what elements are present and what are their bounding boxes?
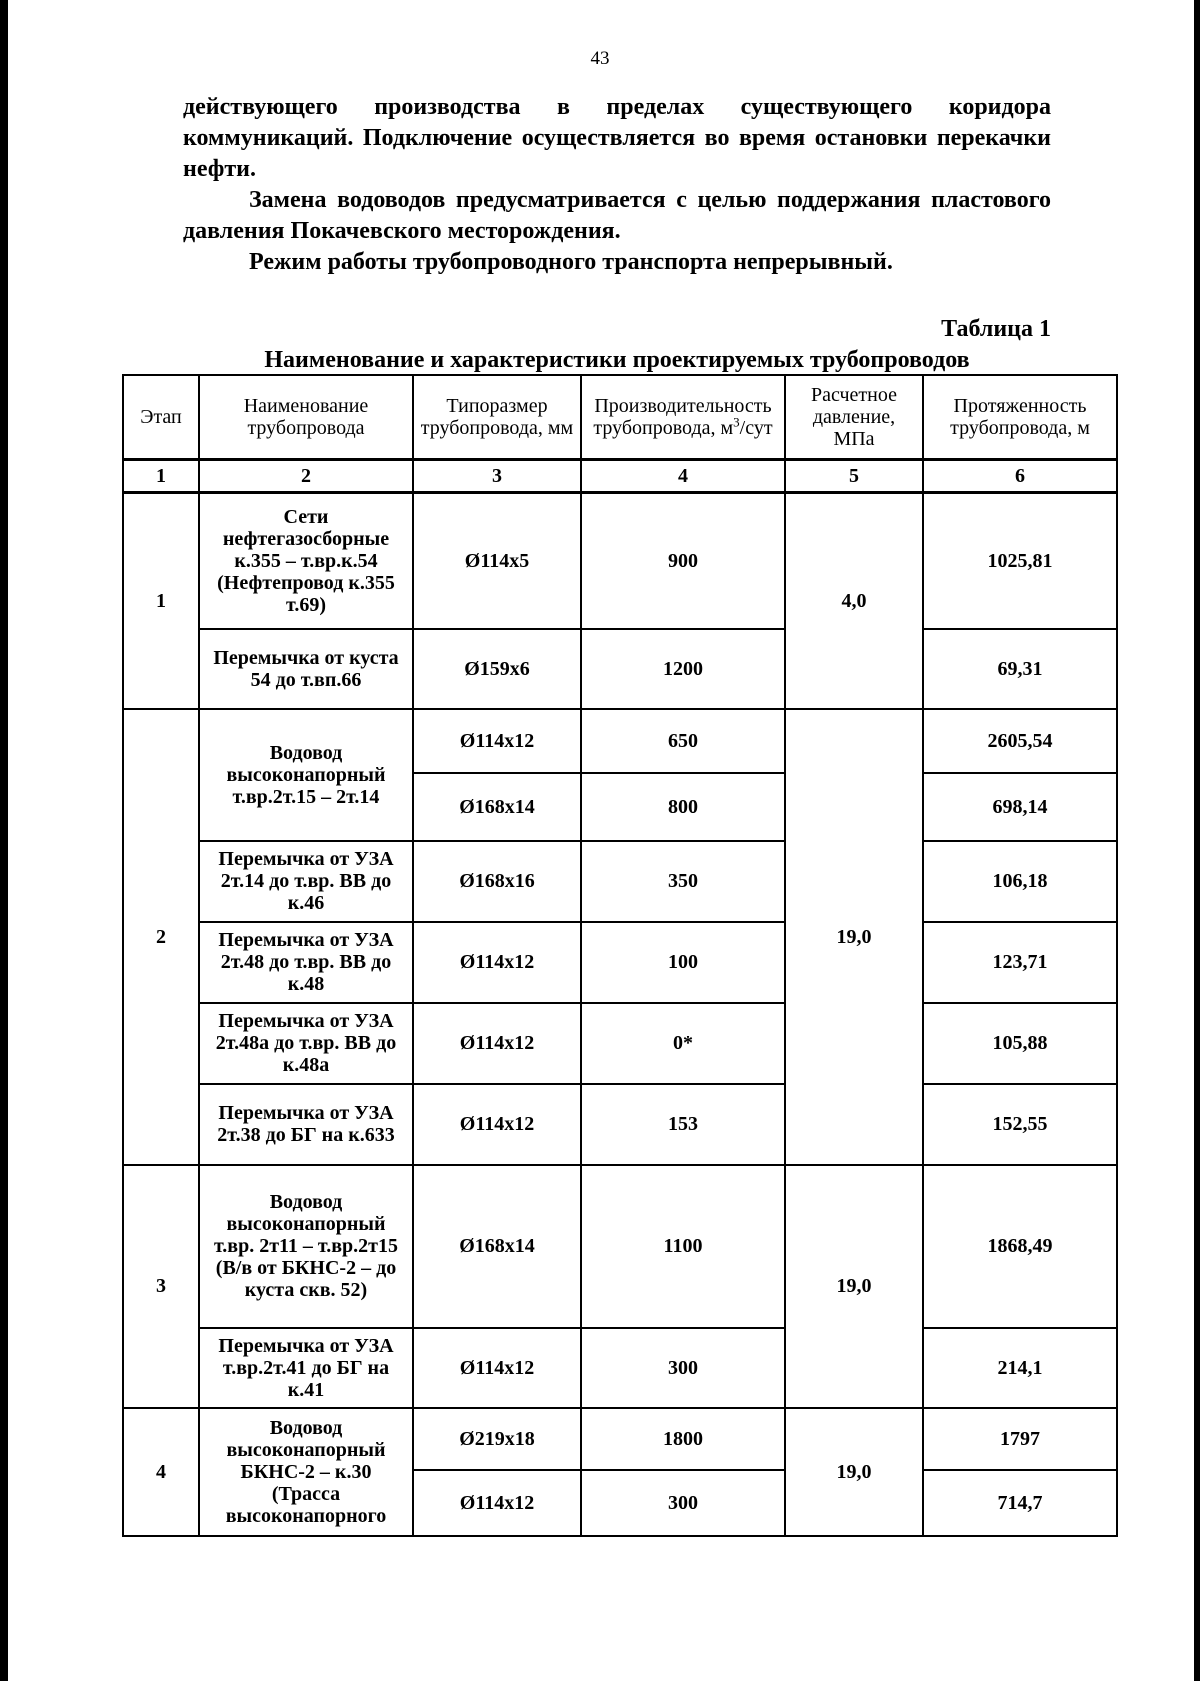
pipe-size: Ø114x12	[413, 922, 581, 1003]
header-size: Типоразмер трубопровода, мм	[413, 375, 581, 460]
capacity-value: 300	[581, 1470, 785, 1536]
pipeline-name: Перемычка от УЗА 2т.48 до т.вр. ВВ до к.48	[199, 922, 413, 1003]
length-value: 698,14	[923, 773, 1117, 841]
table-row	[123, 1084, 1117, 1165]
column-number-row	[123, 460, 1117, 493]
pressure-cell: 19,0	[785, 709, 923, 1165]
paragraph-2: Замена водоводов предусматривается с целью поддержания пластового давления Покачевского месторождения.	[183, 187, 1051, 244]
column-number: 4	[581, 460, 785, 493]
pipeline-name: Перемычка от УЗА 2т.38 до БГ на к.633	[199, 1084, 413, 1165]
scan-edge-right	[1194, 0, 1200, 1681]
pressure-cell: 4,0	[785, 493, 923, 709]
column-number: 2	[199, 460, 413, 493]
scan-edge-left	[0, 0, 8, 1681]
table-header-row	[123, 375, 1117, 460]
pipeline-name: Перемычка от УЗА т.вр.2т.41 до БГ на к.41	[199, 1328, 413, 1408]
paragraph-3: Режим работы трубопроводного транспорта непрерывный.	[249, 249, 893, 275]
pipe-size: Ø114x12	[413, 1328, 581, 1408]
table-caption: Наименование и характеристики проектируемых трубопроводов	[264, 347, 970, 373]
column-number: 3	[413, 460, 581, 493]
pipe-size: Ø114x12	[413, 1084, 581, 1165]
pipeline-name: Перемычка от куста 54 до т.вп.66	[199, 629, 413, 709]
capacity-value: 100	[581, 922, 785, 1003]
stage-cell: 3	[123, 1165, 199, 1408]
capacity-value: 1800	[581, 1408, 785, 1470]
length-value: 214,1	[923, 1328, 1117, 1408]
header-stage: Этап	[123, 375, 199, 460]
table-row	[123, 493, 1117, 629]
capacity-value: 1200	[581, 629, 785, 709]
header-pressure: Расчетное давление, МПа	[785, 375, 923, 460]
pressure-cell: 19,0	[785, 1408, 923, 1536]
pipeline-name: Водовод высоконапорный т.вр. 2т11 – т.вр.2т15 (В/в от БКНС-2 – до куста скв. 52)	[199, 1165, 413, 1328]
pipe-size: Ø114x12	[413, 709, 581, 773]
length-value: 714,7	[923, 1470, 1117, 1536]
pipeline-name: Сети нефтегазосборные к.355 – т.вр.к.54 (Нефтепровод к.355 т.69)	[199, 493, 413, 629]
pipe-size: Ø168x14	[413, 1165, 581, 1328]
header-name: Наименование трубопровода	[199, 375, 413, 460]
stage-cell: 2	[123, 709, 199, 1165]
length-value: 105,88	[923, 1003, 1117, 1084]
capacity-value: 350	[581, 841, 785, 922]
body-text	[183, 92, 1051, 278]
table-row	[123, 1003, 1117, 1084]
length-value: 69,31	[923, 629, 1117, 709]
table-row	[123, 841, 1117, 922]
table-row	[123, 709, 1117, 773]
pipeline-name: Перемычка от УЗА 2т.14 до т.вр. ВВ до к.46	[199, 841, 413, 922]
length-value: 1868,49	[923, 1165, 1117, 1328]
capacity-value: 153	[581, 1084, 785, 1165]
length-value: 2605,54	[923, 709, 1117, 773]
pipelines-table	[122, 374, 1118, 1537]
length-value: 1025,81	[923, 493, 1117, 629]
capacity-value: 900	[581, 493, 785, 629]
table-row	[123, 1408, 1117, 1470]
length-value: 106,18	[923, 841, 1117, 922]
capacity-value: 0*	[581, 1003, 785, 1084]
pipeline-name: Перемычка от УЗА 2т.48а до т.вр. ВВ до к.48а	[199, 1003, 413, 1084]
stage-cell: 1	[123, 493, 199, 709]
pipe-size: Ø114x12	[413, 1470, 581, 1536]
column-number: 6	[923, 460, 1117, 493]
capacity-value: 650	[581, 709, 785, 773]
paragraph-1: действующего производства в пределах существующего коридора коммуникаций. Подключение осуществляется во время остановки перекачки нефти.	[183, 94, 1051, 182]
table-row	[123, 1165, 1117, 1328]
table-row	[123, 629, 1117, 709]
capacity-value: 1100	[581, 1165, 785, 1328]
pipe-size: Ø114x5	[413, 493, 581, 629]
page-number: 43	[590, 48, 610, 69]
length-value: 152,55	[923, 1084, 1117, 1165]
pipe-size: Ø168x14	[413, 773, 581, 841]
pressure-cell: 19,0	[785, 1165, 923, 1408]
length-value: 123,71	[923, 922, 1117, 1003]
pipe-size: Ø114x12	[413, 1003, 581, 1084]
pipe-size: Ø219x18	[413, 1408, 581, 1470]
pipeline-name: Водовод высоконапорный БКНС-2 – к.30 (Трасса высоконапорного	[199, 1408, 413, 1536]
header-capacity-text: Производительность трубопровода, м	[593, 395, 772, 439]
pipeline-name: Водовод высоконапорный т.вр.2т.15 – 2т.14	[199, 709, 413, 841]
header-capacity-unit: /сут	[739, 417, 773, 439]
pipe-size: Ø159x6	[413, 629, 581, 709]
capacity-value: 800	[581, 773, 785, 841]
stage-cell: 4	[123, 1408, 199, 1536]
header-length: Протяженность трубопровода, м	[923, 375, 1117, 460]
pipe-size: Ø168x16	[413, 841, 581, 922]
column-number: 5	[785, 460, 923, 493]
table-row	[123, 922, 1117, 1003]
header-capacity	[581, 375, 785, 460]
length-value: 1797	[923, 1408, 1117, 1470]
table-row	[123, 1328, 1117, 1408]
capacity-value: 300	[581, 1328, 785, 1408]
header-capacity-sup: 3	[733, 414, 740, 430]
table-label: Таблица 1	[941, 316, 1051, 342]
column-number: 1	[123, 460, 199, 493]
